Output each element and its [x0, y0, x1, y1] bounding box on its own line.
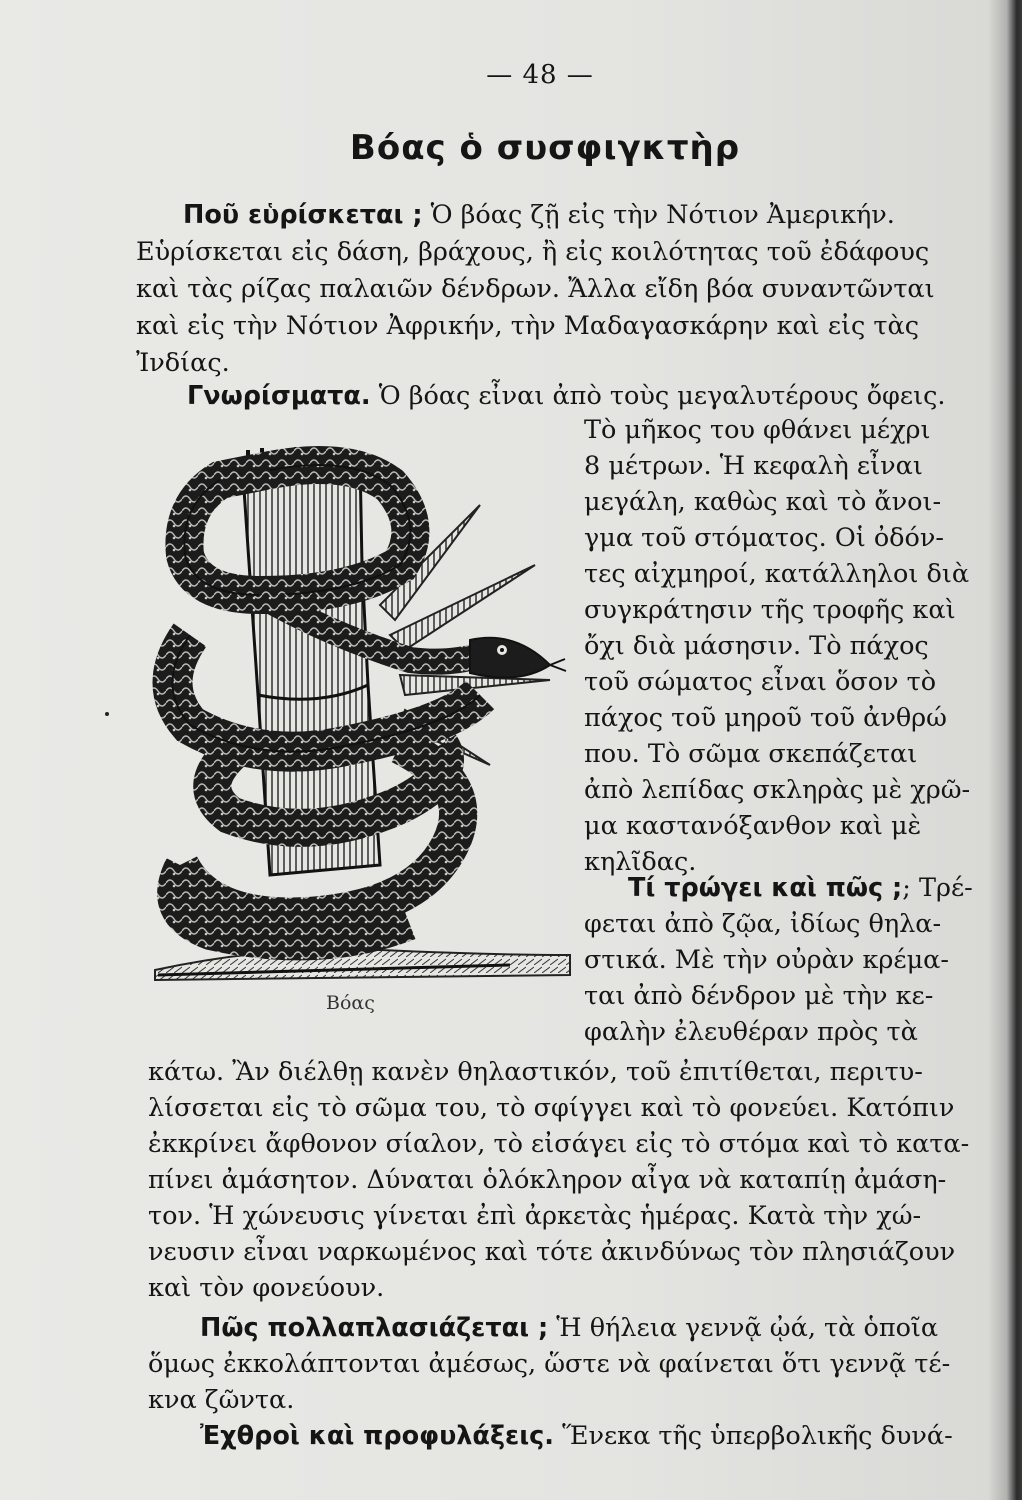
text-line: καὶ εἰς τὴν Νότιον Ἀφρικήν, τὴν Μαδαγασκάρην καὶ εἰς τὰς: [136, 311, 920, 341]
text-line: λίσσεται εἰς τὸ σῶμα του, τὸ σφίγγει καὶ τὸ φονεύει. Κατόπιν: [148, 1093, 955, 1123]
text-line: τοῦ σώματος εἶναι ὅσον τὸ: [584, 667, 937, 697]
text-line: ται ἀπὸ δένδρον μὲ τὴν κε-: [584, 981, 934, 1011]
page-title: Βόας ὁ συσφιγκτὴρ: [349, 128, 741, 168]
text-line: μεγάλη, καθὼς καὶ τὸ ἄνοι-: [584, 487, 942, 517]
text-span: Ὁ βόας ζῇ εἰς τὴν Νότιον Ἀμερικήν.: [430, 200, 895, 230]
text-line: ἐκκρίνει ἄφθονον σίαλον, τὸ εἰσάγει εἰς τὸ στόμα καὶ τὸ κατα-: [148, 1129, 970, 1159]
text-line: τες αἰχμηροί, κατάλληλοι διὰ: [584, 559, 970, 589]
text-line: κνα ζῶντα.: [148, 1385, 295, 1415]
text-line: καὶ τὸν φονεύουν.: [148, 1273, 385, 1303]
text-line: συγκράτησιν τῆς τροφῆς καὶ: [584, 595, 956, 625]
text-span: Ὁ βόας εἶναι ἀπὸ τοὺς μεγαλυτέρους ὄφεις.: [378, 381, 946, 411]
text-line: 8 μέτρων. Ἡ κεφαλὴ εἶναι: [584, 451, 923, 481]
text-span: Ἕνεκα τῆς ὑπερβολικῆς δυνά-: [562, 1421, 953, 1451]
text-line: ὄχι διὰ μάσησιν. Τὸ πάχος: [584, 631, 929, 661]
text-line: φαλὴν ἐλευθέραν πρὸς τὰ: [584, 1017, 918, 1047]
text-line: Ἰνδίας.: [136, 348, 230, 378]
print-speck: [105, 712, 109, 716]
text-line: ὅμως ἐκκολάπτονται ἀμέσως, ὥστε νὰ φαίνεται ὅτι γεννᾷ τέ-: [148, 1349, 951, 1379]
section-heading-enemies: Ἐχθροὶ καὶ προφυλάξεις.: [200, 1421, 554, 1451]
text-line: [200, 1421, 953, 1451]
page-number: — 48 —: [486, 60, 594, 90]
text-line: νευσιν εἶναι ναρκωμένος καὶ τότε ἀκινδύνως τὸν πλησιάζουν: [148, 1237, 956, 1267]
text-line: καὶ τὰς ρίζας παλαιῶν δένδρων. Ἄλλα εἴδη βόα συναντῶνται: [136, 274, 935, 304]
section-heading-features: Γνωρίσματα.: [187, 381, 371, 411]
text-line: κηλῖδας.: [584, 847, 697, 877]
text-line: κάτω. Ἂν διέλθῃ κανὲν θηλαστικόν, τοῦ ἐπιτίθεται, περιτυ-: [148, 1057, 923, 1087]
text-line: Τὸ μῆκος του φθάνει μέχρι: [584, 415, 931, 445]
text-span: Ἡ θήλεια γεννᾷ ᾠά, τὰ ὁποῖα: [556, 1313, 939, 1343]
text-line: τον. Ἡ χώνευσις γίνεται ἐπὶ ἀρκετὰς ἡμέρας. Κατὰ τὴν χώ-: [148, 1201, 922, 1231]
page-edge-shadow: [988, 0, 1022, 1500]
text-line: πάχος τοῦ μηροῦ τοῦ ἀνθρώ: [584, 703, 947, 733]
text-line: γμα τοῦ στόματος. Οἱ ὀδόν-: [584, 523, 945, 553]
figure-caption: Βόας: [326, 992, 375, 1014]
text-line: [187, 381, 946, 411]
text-line: μα καστανόξανθον καὶ μὲ: [584, 811, 922, 841]
text-line: [200, 1313, 939, 1343]
text-line: [628, 873, 973, 903]
text-line: που. Τὸ σῶμα σκεπάζεται: [584, 739, 918, 769]
boa-illustration: [150, 445, 575, 990]
text-line: πίνει ἀμάσητον. Δύναται ὁλόκληρον αἶγα νὰ καταπίῃ ἀμάση-: [148, 1165, 947, 1195]
section-heading-food: Τί τρώγει καὶ πῶς ;: [628, 873, 903, 903]
text-line: [183, 200, 895, 230]
text-line: στικά. Μὲ τὴν οὐρὰν κρέμα-: [584, 945, 949, 975]
text-line: Εὑρίσκεται εἰς δάση, βράχους, ἢ εἰς κοιλότητας τοῦ ἐδάφους: [136, 237, 930, 267]
text-line: ἀπὸ λεπίδας σκληρὰς μὲ χρῶ-: [584, 775, 971, 805]
text-span: ; Τρέ-: [902, 873, 973, 903]
text-line: φεται ἀπὸ ζῷα, ἰδίως θηλα-: [584, 909, 942, 939]
section-heading-reproduction: Πῶς πολλαπλασιάζεται ;: [200, 1313, 549, 1343]
section-heading-where: Ποῦ εὑρίσκεται ;: [183, 200, 423, 230]
